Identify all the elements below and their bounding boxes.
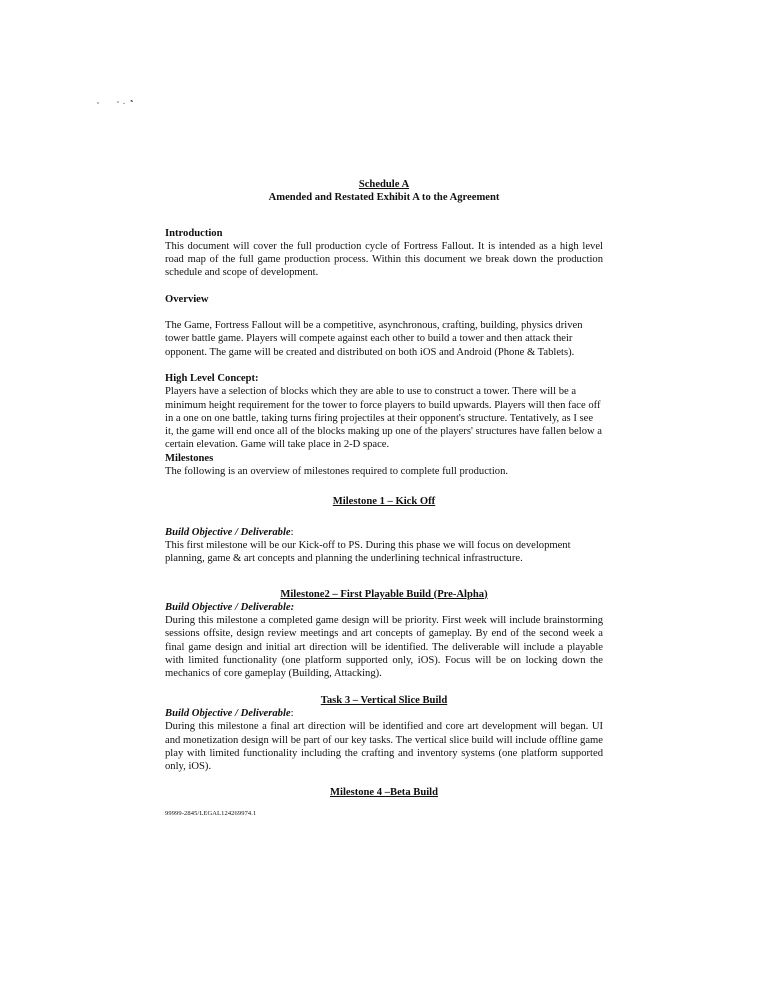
schedule-title: Schedule A (358, 179, 410, 190)
task3-label-text: Build Objective / Deliverable (165, 707, 291, 719)
task3-label-suffix: : (290, 707, 294, 719)
task3-heading: Task 3 – Vertical Slice Build (320, 694, 448, 706)
task3-label (165, 707, 603, 720)
milestone2-body: During this milestone a completed game design will be priority. First week will include brainstorming sessions offsite, design review meetings and art concepts of gameplay. By end of the second week a final game design and initial art direction will be identified. The deliverable will include a playable with limited functionality (one platform supported only, iOS). Focus will be on locking down the mechanics of core gameplay (Building, Attacking). (165, 615, 603, 680)
milestone2-heading: Milestone2 – First Playable Build (Pre-Alpha) (280, 588, 488, 600)
task3-body: During this milestone a final art direction will be identified and core art development will began. UI and monetization design will be part of our key tasks. The vertical slice build will include offline game play with limited functionality including the crafting and inventory systems (one platform supported only, iOS). (165, 721, 603, 773)
milestone1-label-text: Build Objective / Deliverable (165, 526, 291, 538)
overview-heading: Overview (165, 293, 209, 305)
milestone4-heading: Milestone 4 –Beta Build (330, 787, 438, 799)
concept-body: Players have a selection of blocks which they are able to use to construct a tower. There will be a minimum height requirement for the tower to force players to build upwards. Players will then face off in a one on one battle, taking turns firing projectiles at their opponent's structure. Tentatively, as I see it, the game will end once all of the blocks making up one of the players' structures have fallen below a certain elevation. Game will take place in 2-D space. (165, 386, 602, 451)
milestone1-heading: Milestone 1 – Kick Off (332, 496, 436, 508)
milestone1-label-suffix: : (290, 526, 294, 538)
scan-specks (96, 96, 146, 108)
concept-heading: High Level Concept: (165, 372, 259, 384)
document-body (165, 178, 603, 800)
introduction-body: This document will cover the full production cycle of Fortress Fallout. It is intended as a high level road map of the full game production process. Within this document we break down the production schedule and scope of development. (165, 240, 603, 279)
milestones-intro-body: The following is an overview of milestones required to complete full production. (165, 466, 509, 478)
document-footer-id: 99999-2845/LEGAL124269974.1 (165, 810, 257, 817)
milestone1-label (165, 526, 603, 539)
milestone2-label: Build Objective / Deliverable: (165, 601, 295, 613)
document-subtitle: Amended and Restated Exhibit A to the Agreement (268, 192, 500, 204)
milestones-heading: Milestones (165, 452, 214, 464)
introduction-heading: Introduction (165, 227, 223, 239)
overview-body: The Game, Fortress Fallout will be a competitive, asynchronous, crafting, building, physics driven tower battle game. Players will compete against each other to build a tower and then attack their opponent. The game will be created and distributed on both iOS and Android (Phone & Tablets). (165, 320, 583, 358)
milestone1-body: This first milestone will be our Kick-off to PS. During this phase we will focus on development planning, game & art concepts and planning the underlining technical infrastructure. (165, 539, 571, 565)
